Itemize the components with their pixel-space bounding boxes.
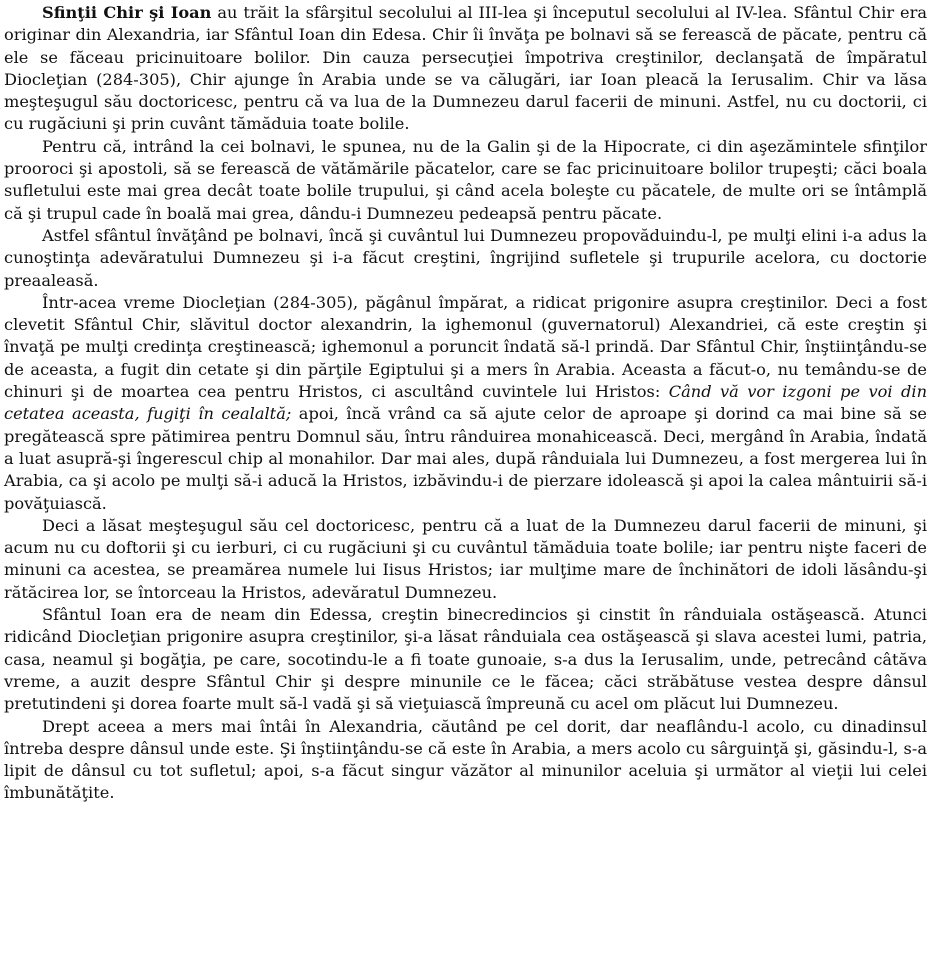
paragraph-7: Drept aceea a mers mai întâi în Alexandria, căutând pe cel dorit, dar neaflându-l acolo, cu dinadinsul întreba despre dânsul unde este. Şi înştiinţându-se că este în Arabia, a mers acolo cu sârguinţă şi, găsindu-l, s-a lipit de dânsul cu tot sufletul; apoi, s-a făcut singur văzător al minunilor aceluia şi următor al vieţii lui celei îmbunătăţite. [4,716,927,803]
scripture-quote: Când vă vor izgoni pe voi din cetatea aceasta, fugiţi în cealaltă; [4,382,927,424]
paragraph-6: Sfântul Ioan era de neam din Edessa, creştin binecredincios şi cinstit în rânduiala ostăşească. Atunci ridicând Diocleţian prigonire asupra creştinilor, şi-a lăsat rânduiala cea ostăşească şi slava acestei lumi, patria, casa, neamul şi bogăţia, pe care, socotindu-le a fi toate gunoaie, s-a dus la Ierusalim, unde, petrecând câtăva vreme, a auzit despre Sfântul Chir şi despre minunile ce le făcea; căci străbătuse vestea despre dânsul pretutindeni şi dorea foarte mult să-l vadă şi să vieţuiască împreună cu acel om plăcut lui Dumnezeu. [4,605,927,714]
paragraph-3: Astfel sfântul învăţând pe bolnavi, încă şi cuvântul lui Dumnezeu propovăduindu-l, pe mulţi elini i-a adus la cunoştinţa adevăratului Dumnezeu şi i-a făcut creştini, îngrijind sufletele şi trupurile acelora, cu doctorie preaaleasă. [4,225,927,290]
paragraph-2: Pentru că, intrând la cei bolnavi, le spunea, nu de la Galin şi de la Hipocrate, ci din aşezămintele sfinţilor prooroci şi apostoli, să se ferească de vătămările păcatelor, care se fac pricinuitoare bolilor trupeşti; căci boala sufletului este mai grea decât toate bolile trupului, şi când acela boleşte cu păcatele, de multe ori se întâmplă că şi trupul cade în boală mai grea, dându-i Dumnezeu pedeapsă pentru păcate. [4,136,927,223]
paragraph-title: Sfinţii Chir şi Ioan [42,3,212,22]
paragraph-1 [4,2,927,136]
paragraph-5: Deci a lăsat meşteşugul său cel doctoricesc, pentru că a luat de la Dumnezeu darul facerii de minuni, şi acum nu cu doftorii şi cu ierburi, ci cu rugăciuni şi cu cuvântul tămăduia toate bolile; iar pentru nişte faceri de minuni ca acestea, se preamărea numele lui Iisus Hristos; iar mulţime mare de închinători de idoli lăsându-şi rătăcirea lor, se întorceau la Hristos, adevăratul Dumnezeu. [4,515,927,602]
paragraph-text: Într-acea vreme Diocleţian (284-305), păgânul împărat, a ridicat prigonire asupra creştinilor. Deci a fost clevetit Sfântul Chir, slăvitul doctor alexandrin, la ighemonul (guvernatorul) Alexandriei, că este creştin şi învaţă pe mulţi credinţa creştinească; ighemonul a poruncit îndată să-l prindă. Dar Sfântul Chir, înştiinţându-se de aceasta, a fugit din cetate şi din părţile Egiptului şi a mers în Arabia. Aceasta a făcut-o, nu temându-se de chinuri şi de moartea cea pentru Hristos, ci ascultând cuvintele lui Hristos: [4,292,927,402]
paragraph-text-continued: apoi, încă vrând ca să ajute celor de aproape şi dorind ca mai bine să se pregătească spre pătimirea pentru Domnul său, întru rânduirea monahicească. Deci, mergând în Arabia, îndată a luat asupră-şi îngerescul chip al monahilor. Dar mai ales, după rânduiala lui Dumnezeu, a fost mergerea lui în Arabia, ca şi acolo pe mulţi să-i aducă la Hristos, izbăvindu-i de pierzare idolească şi apoi la calea mântuirii să-i povăţuiască. [4,404,927,513]
paragraph-text: au trăit la sfârşitul secolului al III-lea şi începutul secolului al IV-lea. Sfântul Chir era originar din Alexandria, iar Sfântul Ioan din Edesa. Chir îi învăţa pe bolnavi să se ferească de păcate, pentru că ele se făceau pricinuitoare bolilor. Din cauza persecuţiei împotriva creştinilor, declanşată de împăratul Diocleţian (284-305), Chir ajunge în Arabia unde se va călugări, iar Ioan pleacă la Ierusalim. Chir va lăsa meşteşugul său doctoricesc, pentru că va lua de la Dumnezeu darul facerii de minuni. Astfel, nu cu doctorii, ci cu rugăciuni şi prin cuvânt tămăduia toate bolile. [4,3,927,134]
paragraph-4 [4,292,927,515]
